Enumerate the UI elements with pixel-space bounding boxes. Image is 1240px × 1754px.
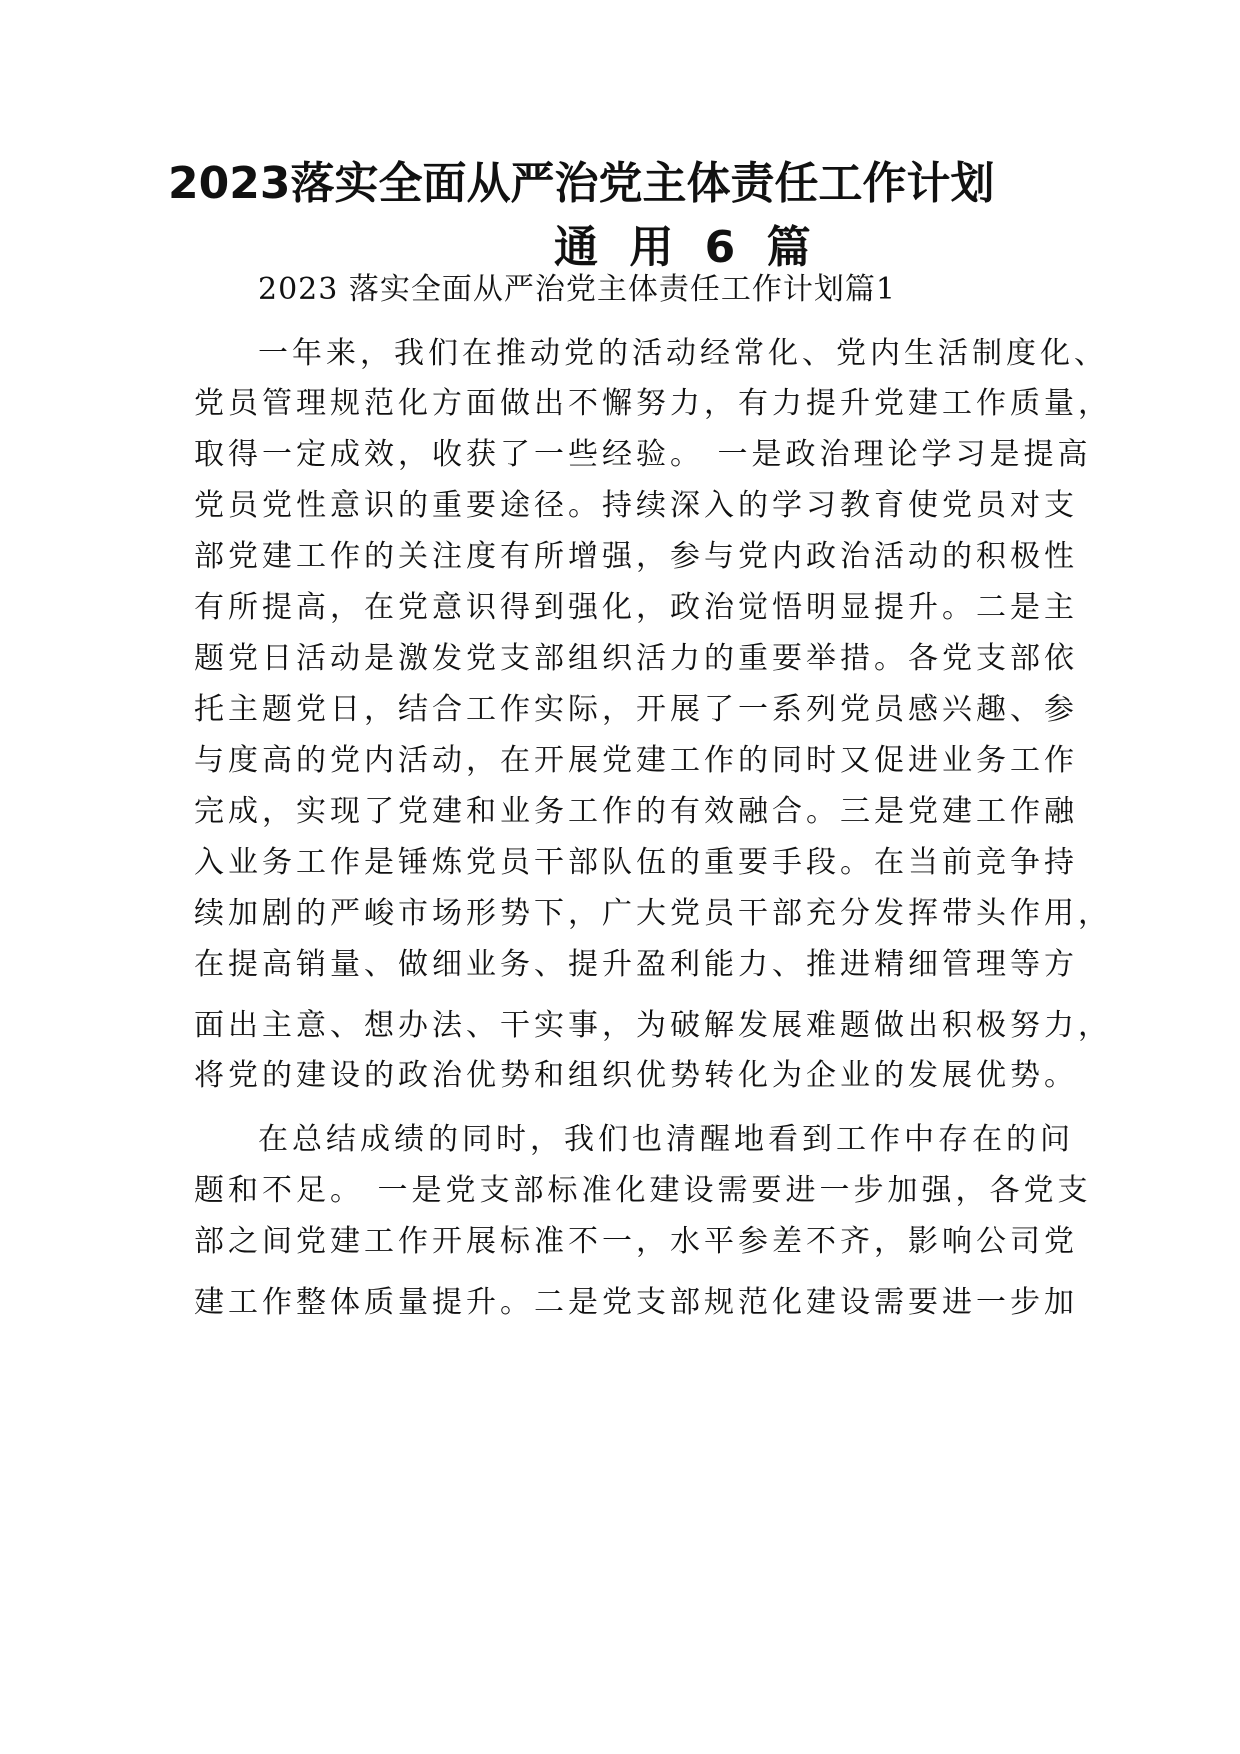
paragraph-line: 一年来，我们在推动党的活动经常化、党内生活制度化、 bbox=[258, 336, 1108, 371]
paragraph-line: 有所提高，在党意识得到强化，政治觉悟明显提升。二是主 bbox=[194, 590, 1078, 625]
paragraph-line: 题和不足。 一是党支部标准化建设需要进一步加强，各党支 bbox=[194, 1173, 1092, 1208]
document-title-line-1: 2023落实全面从严治党主体责任工作计划 bbox=[168, 158, 995, 209]
paragraph-line: 党员党性意识的重要途径。持续深入的学习教育使党员对支 bbox=[194, 488, 1078, 523]
paragraph-line: 完成，实现了党建和业务工作的有效融合。三是党建工作融 bbox=[194, 794, 1078, 829]
paragraph-line: 建工作整体质量提升。二是党支部规范化建设需要进一步加 bbox=[194, 1285, 1078, 1320]
section-heading: 2023 落实全面从严治党主体责任工作计划篇1 bbox=[258, 272, 896, 307]
paragraph-line: 面出主意、想办法、干实事，为破解发展难题做出积极努力， bbox=[194, 1008, 1112, 1043]
paragraph-line: 党员管理规范化方面做出不懈努力，有力提升党建工作质量， bbox=[194, 386, 1112, 421]
paragraph-line: 与度高的党内活动，在开展党建工作的同时又促进业务工作 bbox=[194, 743, 1078, 778]
paragraph-line: 入业务工作是锤炼党员干部队伍的重要手段。在当前竞争持 bbox=[194, 845, 1078, 880]
paragraph-line: 续加剧的严峻市场形势下，广大党员干部充分发挥带头作用， bbox=[194, 896, 1112, 931]
document-title-line-2: 通 用 6 篇 bbox=[554, 222, 819, 273]
paragraph-line: 题党日活动是激发党支部组织活力的重要举措。各党支部依 bbox=[194, 641, 1078, 676]
paragraph-line: 部之间党建工作开展标准不一，水平参差不齐，影响公司党 bbox=[194, 1224, 1078, 1259]
paragraph-line: 在总结成绩的同时，我们也清醒地看到工作中存在的问 bbox=[258, 1122, 1074, 1157]
paragraph-line: 托主题党日，结合工作实际，开展了一系列党员感兴趣、参 bbox=[194, 692, 1078, 727]
paragraph-line: 部党建工作的关注度有所增强，参与党内政治活动的积极性 bbox=[194, 539, 1078, 574]
paragraph-line: 在提高销量、做细业务、提升盈利能力、推进精细管理等方 bbox=[194, 947, 1078, 982]
paragraph-line: 取得一定成效，收获了一些经验。 一是政治理论学习是提高 bbox=[194, 437, 1092, 472]
paragraph-line: 将党的建设的政治优势和组织优势转化为企业的发展优势。 bbox=[194, 1058, 1078, 1093]
